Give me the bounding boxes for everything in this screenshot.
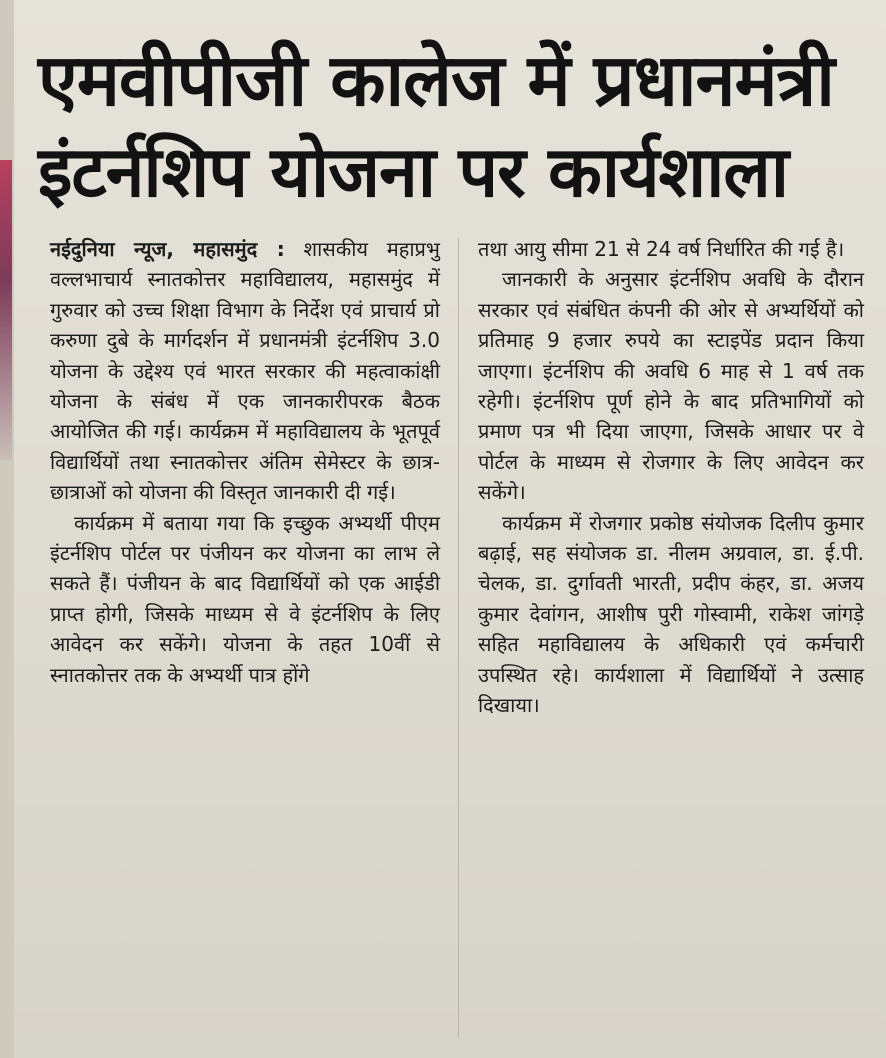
adjacent-column-edge bbox=[0, 0, 14, 1058]
dateline: नईदुनिया न्यूज, महासमुंद : bbox=[50, 237, 285, 261]
article-right-column bbox=[478, 234, 864, 721]
headline-line-2: इंटर्नशिप योजना पर कार्यशाला bbox=[38, 131, 788, 213]
column-divider bbox=[458, 238, 459, 1038]
article-paragraph-5: कार्यक्रम में रोजगार प्रकोष्ठ संयोजक दिलीप कुमार बढ़ाई, सह संयोजक डा. नीलम अग्रवाल, डा. ई.पी. चेलक, डा. दुर्गावती भारती, प्रदीप कंहर, डा. अजय कुमार देवांगन, आशीष पुरी गोस्वामी, राकेश जांगड़े सहित महाविद्यालय के अधिकारी एवं कर्मचारी उपस्थित रहे। कार्यशाला में विद्यार्थियों ने उत्साह दिखाया। bbox=[478, 510, 864, 718]
article-paragraph-3: तथा आयु सीमा 21 से 24 वर्ष निर्धारित की गई है। bbox=[478, 237, 845, 261]
paragraph-text: शासकीय महाप्रभु वल्लभाचार्य स्नातकोत्तर महाविद्यालय, महासमुंद में गुरुवार को उच्च शिक्षा विभाग के निर्देश एवं प्राचार्य प्रो करुणा दुबे के मार्गदर्शन में प्रधानमंत्री इंटर्नशिप 3.0 योजना के उद्देश्य एवं भारत सरकार की महत्वाकांक्षी योजना के संबंध में एक जानकारीपरक बैठक आयोजित की गई। कार्यक्रम में महाविद्यालय के भूतपूर्व विद्यार्थियों तथा स्नातकोत्तर अंतिम सेमेस्टर के छात्र-छात्राओं को योजना की विस्तृत जानकारी दी गई। bbox=[50, 237, 440, 505]
article-paragraph-2: कार्यक्रम में बताया गया कि इच्छुक अभ्यर्थी पीएम इंटर्नशिप पोर्टल पर पंजीयन कर योजना का लाभ ले सकते हैं। पंजीयन के बाद विद्यार्थियों को एक आईडी प्राप्त होगी, जिसके माध्यम से वे इंटर्नशिप के लिए आवेदन कर सकेंगे। योजना के तहत 10वीं से स्नातकोत्तर तक के अभ्यर्थी पात्र होंगे bbox=[50, 510, 440, 687]
article-paragraph-4: जानकारी के अनुसार इंटर्नशिप अवधि के दौरान सरकार एवं संबंधित कंपनी की ओर से अभ्यर्थियों को प्रतिमाह 9 हजार रुपये का स्टाइपेंड प्रदान किया जाएगा। इंटर्नशिप की अवधि 6 माह से 1 वर्ष तक रहेगी। इंटर्नशिप पूर्ण होने के बाद प्रतिभागियों को प्रमाण पत्र भी दिया जाएगा, जिसके आधार पर वे पोर्टल के माध्यम से रोजगार के लिए आवेदन कर सकेंगे। bbox=[478, 267, 864, 505]
headline-line-1: एमवीपीजी कालेज में प्रधानमंत्री bbox=[38, 38, 834, 122]
article-paragraph-1 bbox=[50, 234, 440, 508]
adjacent-photo-edge bbox=[0, 160, 12, 460]
article-left-column bbox=[50, 234, 440, 690]
